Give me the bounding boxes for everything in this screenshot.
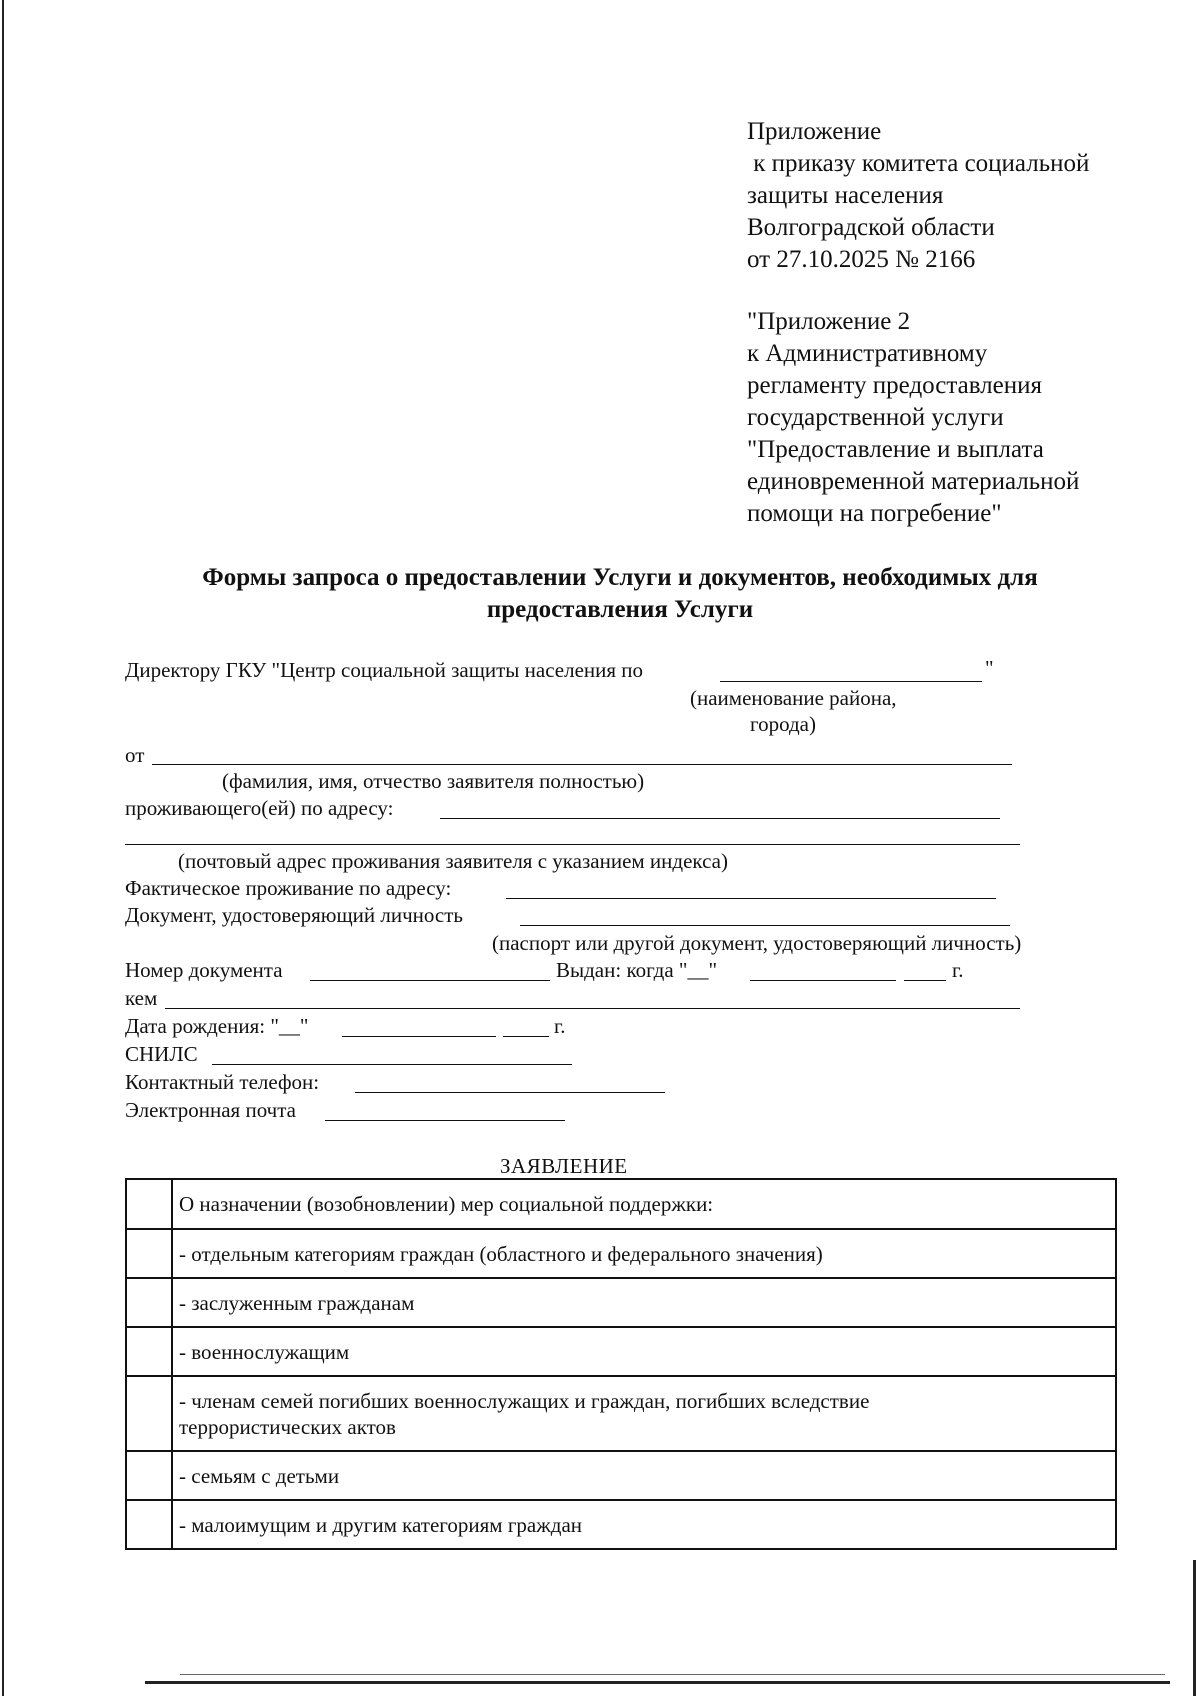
address-hint: (почтовый адрес проживания заявителя с указанием индекса)	[178, 849, 728, 873]
statement-option: - отдельным категориям граждан (областного и федерального значения)	[172, 1229, 1116, 1278]
from-label: от	[125, 743, 145, 767]
statement-option: О назначении (возобновлении) мер социальной поддержки:	[172, 1179, 1116, 1229]
checkbox-cell[interactable]	[126, 1500, 172, 1549]
checkbox-cell[interactable]	[126, 1376, 172, 1451]
statement-option: - малоимущим и другим категориям граждан	[172, 1500, 1116, 1549]
scan-bottom-line-thin	[180, 1674, 1165, 1675]
table-row	[126, 1376, 1116, 1451]
id-doc-field[interactable]	[520, 925, 1010, 926]
scan-right-edge	[1193, 1560, 1196, 1696]
doc-number-field[interactable]	[310, 980, 550, 981]
appendix2-line: помощи на погребение"	[747, 500, 1002, 527]
appendix2-line: государственной услуги	[747, 404, 1004, 431]
birth-year-field[interactable]	[503, 1036, 549, 1037]
birth-year-suffix: г.	[554, 1014, 566, 1038]
document-title-line2: предоставления Услуги	[486, 596, 754, 623]
doc-number-label: Номер документа	[125, 958, 283, 982]
scan-bottom-line	[145, 1681, 1170, 1684]
statement-option: - заслуженным гражданам	[172, 1278, 1116, 1327]
email-field[interactable]	[325, 1120, 565, 1121]
scan-left-edge	[2, 0, 4, 1696]
table-row	[126, 1451, 1116, 1500]
appendix-line: от 27.10.2025 № 2166	[747, 246, 976, 273]
issued-date-field[interactable]	[750, 980, 896, 981]
applicant-fio-field[interactable]	[152, 764, 1012, 765]
appendix2-line: "Предоставление и выплата	[747, 436, 1044, 463]
document-title-line1: Формы запроса о предоставлении Услуги и документов, необходимых для	[202, 564, 1038, 591]
residing-address-field-2[interactable]	[125, 844, 1020, 845]
email-label: Электронная почта	[125, 1098, 296, 1122]
fio-hint: (фамилия, имя, отчество заявителя полностью)	[222, 769, 645, 793]
phone-label: Контактный телефон:	[125, 1070, 320, 1094]
checkbox-cell[interactable]	[126, 1327, 172, 1376]
snils-field[interactable]	[212, 1064, 572, 1065]
actual-address-label: Фактическое проживание по адресу:	[125, 876, 452, 900]
id-doc-label: Документ, удостоверяющий личность	[125, 903, 463, 927]
snils-label: СНИЛС	[125, 1042, 198, 1066]
appendix-line: Волгоградской области	[747, 214, 995, 241]
issued-year-suffix: г.	[952, 958, 964, 982]
district-hint-city: города)	[750, 712, 816, 736]
statement-option: - семьям с детьми	[172, 1451, 1116, 1500]
appendix-line: защиты населения	[747, 182, 944, 209]
appendix-line: к приказу комитета социальной	[747, 150, 1090, 177]
id-doc-hint: (паспорт или другой документ, удостоверяющий личность)	[492, 931, 1022, 955]
statement-option: - членам семей погибших военнослужащих и граждан, погибших вследствие террористических актов	[172, 1376, 1116, 1451]
phone-field[interactable]	[355, 1092, 665, 1093]
appendix2-line: "Приложение 2	[747, 308, 911, 335]
appendix-line: Приложение	[747, 118, 882, 145]
birth-label: Дата рождения: "__"	[125, 1014, 309, 1038]
director-label: Директору ГКУ "Центр социальной защиты населения по	[125, 658, 644, 682]
actual-address-field[interactable]	[506, 898, 996, 899]
checkbox-cell[interactable]	[126, 1451, 172, 1500]
statement-table	[125, 1178, 1117, 1550]
table-row	[126, 1500, 1116, 1549]
by-whom-label: кем	[125, 986, 158, 1010]
statement-heading: ЗАЯВЛЕНИЕ	[500, 1154, 628, 1178]
residing-address-field[interactable]	[440, 818, 1000, 819]
district-hint: (наименование района,	[690, 686, 897, 710]
issued-by-field[interactable]	[165, 1008, 1020, 1009]
table-row	[126, 1278, 1116, 1327]
residing-label: проживающего(ей) по адресу:	[125, 796, 394, 820]
table-row	[126, 1179, 1116, 1229]
table-row	[126, 1327, 1116, 1376]
checkbox-cell[interactable]	[126, 1229, 172, 1278]
director-quote: "	[985, 656, 994, 680]
appendix2-line: к Административному	[747, 340, 988, 367]
birth-date-field[interactable]	[342, 1036, 496, 1037]
district-field[interactable]	[720, 681, 982, 682]
table-row	[126, 1229, 1116, 1278]
issued-year-field[interactable]	[904, 980, 946, 981]
checkbox-cell[interactable]	[126, 1278, 172, 1327]
appendix2-line: регламенту предоставления	[747, 372, 1043, 399]
checkbox-cell[interactable]	[126, 1179, 172, 1229]
appendix2-line: единовременной материальной	[747, 468, 1080, 495]
document-title	[120, 562, 1120, 626]
issued-label: Выдан: когда "__"	[556, 958, 718, 982]
statement-option: - военнослужащим	[172, 1327, 1116, 1376]
